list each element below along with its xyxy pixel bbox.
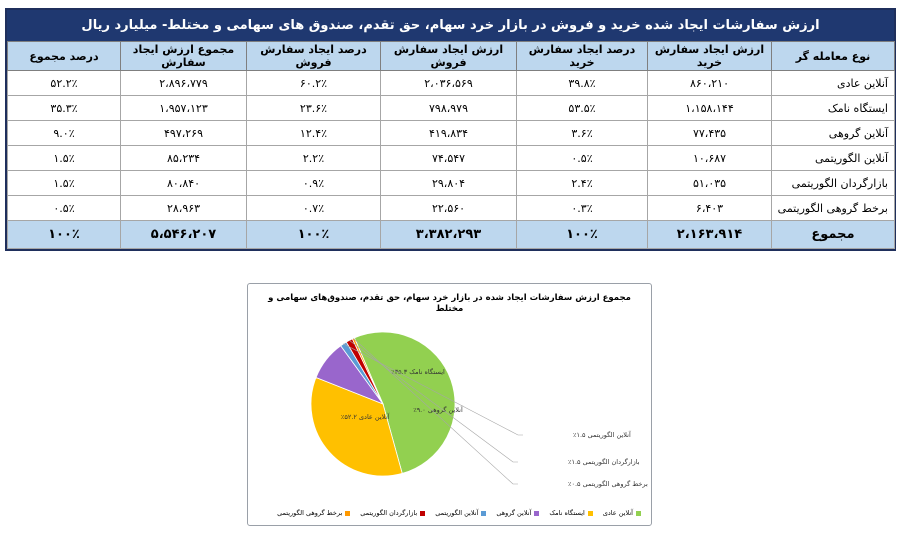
order-value-table-panel — [5, 8, 896, 251]
cell-total-value: ۱،۹۵۷،۱۲۳ — [121, 96, 247, 121]
data-label: آنلاین عادی ۵۲.۲٪ — [340, 413, 390, 421]
data-label: آنلاین الگوریتمی ۱.۵٪ — [573, 431, 631, 439]
table-row — [8, 96, 895, 121]
cell-total-value: ۴۹۷،۲۶۹ — [121, 121, 247, 146]
legend-swatch — [534, 511, 539, 516]
cell-buy-percent: ۰.۵٪ — [517, 146, 648, 171]
cell-sell-value: ۲۲،۵۶۰ — [381, 196, 517, 221]
legend-label: بازارگردان الگوریتمی — [360, 509, 418, 517]
total-label: مجموع — [772, 221, 895, 249]
cell-sell-value: ۲۹،۸۰۴ — [381, 171, 517, 196]
cell-sell-value: ۷۴،۵۴۷ — [381, 146, 517, 171]
header-sell-value: ارزش ایجاد سفارش فروش — [381, 42, 517, 71]
header-buy-value: ارزش ایجاد سفارش خرید — [648, 42, 772, 71]
legend-label: آنلاین گروهی — [496, 509, 532, 517]
table-row — [8, 121, 895, 146]
legend-swatch — [481, 511, 486, 516]
chart-title: مجموع ارزش سفارشات ایجاد شده در بازار خرد سهام، حق تقدم، صندوق‌های سهامی و مختلط — [268, 293, 631, 314]
header-sell-percent: درصد ایجاد سفارش فروش — [247, 42, 381, 71]
cell-trader-type: آنلاین عادی — [772, 71, 895, 96]
table-row — [8, 146, 895, 171]
cell-sell-value: ۷۹۸،۹۷۹ — [381, 96, 517, 121]
cell-trader-type: آنلاین الگوریتمی — [772, 146, 895, 171]
table-title: ارزش سفارشات ایجاد شده خرید و فروش در بازار خرد سهام، حق تقدم، صندوق های سهامی و مختلط- میلیارد ریال — [7, 10, 894, 41]
cell-total-percent: ۱.۵٪ — [8, 171, 121, 196]
cell-sell-value: ۲،۰۳۶،۵۶۹ — [381, 71, 517, 96]
header-trader-type: نوع معامله گر — [772, 42, 895, 71]
cell-buy-percent: ۳.۶٪ — [517, 121, 648, 146]
cell-trader-type: برخط گروهی الگوریتمی — [772, 196, 895, 221]
legend-label: آنلاین عادی — [602, 509, 633, 517]
legend-label: برخط گروهی الگوریتمی — [277, 509, 343, 517]
total-value: ۵،۵۴۶،۲۰۷ — [121, 221, 247, 249]
table-row — [8, 196, 895, 221]
cell-total-percent: ۵۲.۲٪ — [8, 71, 121, 96]
header-total-percent: درصد مجموع — [8, 42, 121, 71]
cell-buy-value: ۵۱،۰۳۵ — [648, 171, 772, 196]
legend-swatch — [420, 511, 425, 516]
legend-label: ایستگاه نامک — [549, 509, 585, 517]
cell-buy-percent: ۲.۴٪ — [517, 171, 648, 196]
cell-total-percent: ۰.۵٪ — [8, 196, 121, 221]
total-sell-percent: ۱۰۰٪ — [247, 221, 381, 249]
cell-buy-value: ۱۰،۶۸۷ — [648, 146, 772, 171]
chart-legend — [264, 509, 641, 517]
cell-sell-percent: ۶۰.۲٪ — [247, 71, 381, 96]
pie-chart — [248, 284, 651, 525]
cell-total-value: ۲۸،۹۶۳ — [121, 196, 247, 221]
cell-buy-percent: ۵۳.۵٪ — [517, 96, 648, 121]
data-label: بازارگردان الگوریتمی ۱.۵٪ — [568, 458, 640, 466]
table-total-row — [8, 221, 895, 249]
total-sell-value: ۳،۳۸۲،۲۹۳ — [381, 221, 517, 249]
cell-sell-percent: ۱۲.۴٪ — [247, 121, 381, 146]
total-percent: ۱۰۰٪ — [8, 221, 121, 249]
cell-sell-percent: ۲.۲٪ — [247, 146, 381, 171]
cell-total-value: ۸۰،۸۴۰ — [121, 171, 247, 196]
table-row — [8, 171, 895, 196]
cell-total-percent: ۱.۵٪ — [8, 146, 121, 171]
table-header-row — [8, 42, 895, 71]
cell-sell-percent: ۰.۹٪ — [247, 171, 381, 196]
cell-sell-percent: ۲۳.۶٪ — [247, 96, 381, 121]
cell-total-value: ۸۵،۲۳۴ — [121, 146, 247, 171]
legend-item — [360, 509, 425, 517]
cell-sell-value: ۴۱۹،۸۳۴ — [381, 121, 517, 146]
data-label: آنلاین گروهی ۹.۰٪ — [413, 406, 463, 414]
cell-buy-value: ۶،۴۰۳ — [648, 196, 772, 221]
legend-swatch — [588, 511, 593, 516]
cell-sell-percent: ۰.۷٪ — [247, 196, 381, 221]
total-buy-value: ۲،۱۶۳،۹۱۴ — [648, 221, 772, 249]
legend-item — [496, 509, 539, 517]
cell-total-percent: ۳۵.۳٪ — [8, 96, 121, 121]
cell-buy-value: ۷۷،۴۳۵ — [648, 121, 772, 146]
cell-trader-type: ایستگاه نامک — [772, 96, 895, 121]
cell-total-value: ۲،۸۹۶،۷۷۹ — [121, 71, 247, 96]
header-buy-percent: درصد ایجاد سفارش خرید — [517, 42, 648, 71]
cell-buy-value: ۸۶۰،۲۱۰ — [648, 71, 772, 96]
header-total-value: مجموع ارزش ایجاد سفارش — [121, 42, 247, 71]
cell-buy-percent: ۳۹.۸٪ — [517, 71, 648, 96]
order-value-table — [7, 41, 895, 249]
legend-item — [549, 509, 593, 517]
legend-label: آنلاین الگوریتمی — [435, 509, 479, 517]
total-buy-percent: ۱۰۰٪ — [517, 221, 648, 249]
legend-swatch — [345, 511, 350, 516]
legend-swatch — [636, 511, 641, 516]
legend-item — [603, 509, 641, 517]
cell-trader-type: آنلاین گروهی — [772, 121, 895, 146]
table-row — [8, 71, 895, 96]
cell-total-percent: ۹.۰٪ — [8, 121, 121, 146]
data-label: ایستگاه نامک ۳۵.۳٪ — [391, 368, 445, 376]
cell-buy-percent: ۰.۳٪ — [517, 196, 648, 221]
legend-item — [277, 509, 350, 517]
cell-buy-value: ۱،۱۵۸،۱۴۴ — [648, 96, 772, 121]
pie-chart-card — [247, 283, 652, 526]
legend-item — [435, 509, 486, 517]
data-label: برخط گروهی الگوریتمی ۰.۵٪ — [568, 480, 648, 488]
cell-trader-type: بازارگردان الگوریتمی — [772, 171, 895, 196]
